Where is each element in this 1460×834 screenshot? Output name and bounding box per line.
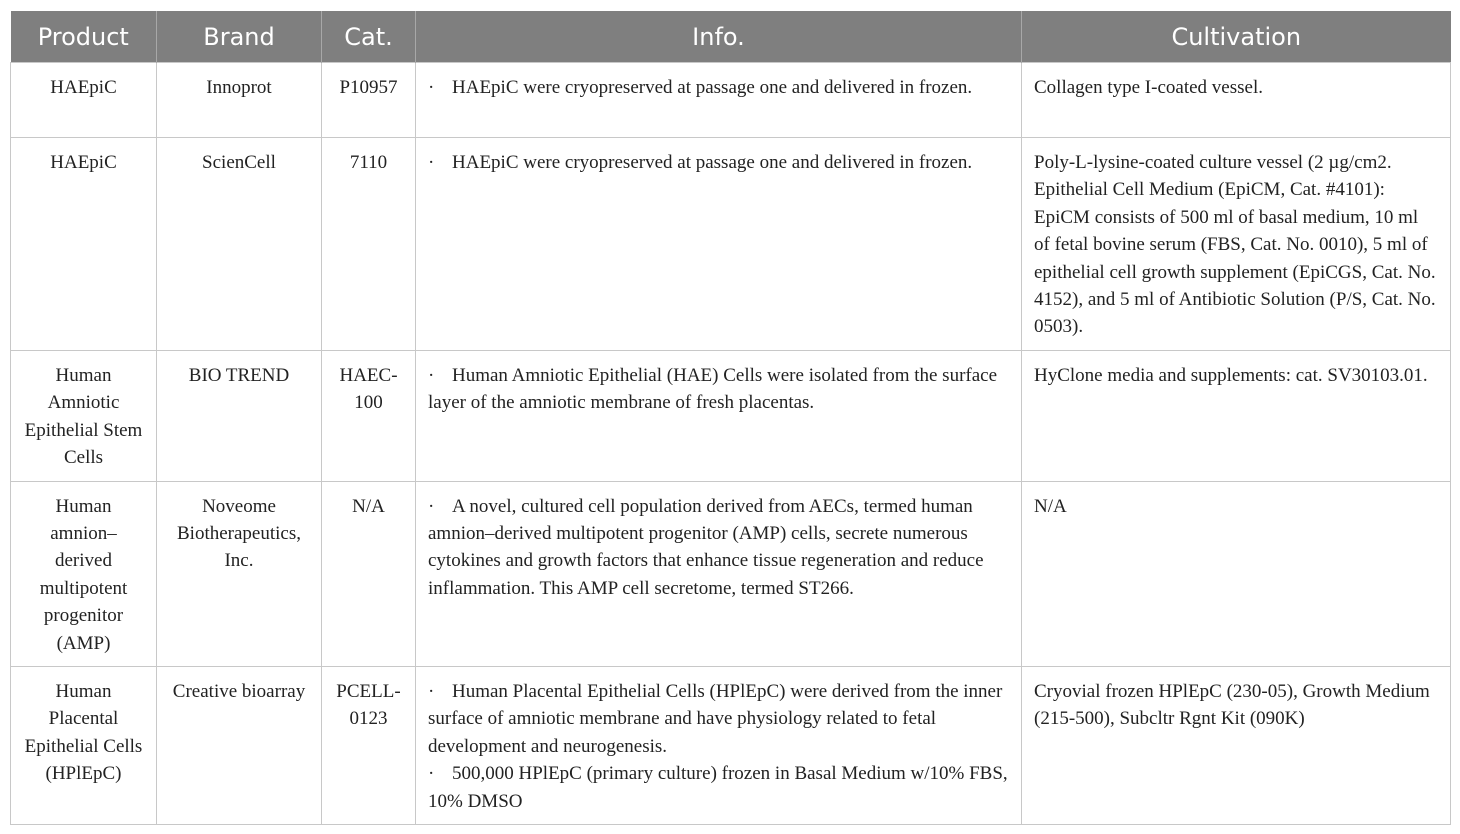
cell-brand: BIO TREND — [157, 351, 322, 482]
product-table — [10, 11, 1451, 825]
table-row — [11, 667, 1451, 825]
table-row — [11, 481, 1451, 666]
header-brand: Brand — [157, 11, 322, 63]
info-bullet — [428, 149, 1009, 176]
bullet-dot: · — [428, 365, 435, 386]
cell-info — [416, 667, 1022, 825]
cell-cultivation: Cryovial frozen HPlEpC (230-05), Growth Medium (215-500), Subcltr Rgnt Kit (090K) — [1022, 667, 1451, 825]
cell-info — [416, 138, 1022, 351]
info-text: Human Placental Epithelial Cells (HPlEpC) were derived from the inner surface of amniotic membrane and have physiology related to fetal development and neurogenesis. — [428, 681, 1003, 757]
info-bullet — [428, 493, 1009, 603]
info-bullet — [428, 74, 1009, 101]
cell-info — [416, 351, 1022, 482]
header-cultivation: Cultivation — [1022, 11, 1451, 63]
info-text: Human Amniotic Epithelial (HAE) Cells were isolated from the surface layer of the amniotic membrane of fresh placentas. — [428, 365, 998, 414]
cell-info — [416, 481, 1022, 666]
cell-cat: P10957 — [322, 63, 416, 138]
cell-product: Human Placental Epithelial Cells (HPlEpC) — [11, 667, 157, 825]
cell-product: HAEpiC — [11, 138, 157, 351]
cell-cultivation: Poly-L-lysine-coated culture vessel (2 µg/cm2. Epithelial Cell Medium (EpiCM, Cat. #4101): EpiCM consists of 500 ml of basal medium, 10 ml of fetal bovine serum (FBS, Cat. No. 0010), 5 ml of epithelial cell growth supplement (EpiCGS, Cat. No. 4152), and 5 ml of Antibiotic Solution (P/S, Cat. No. 0503). — [1022, 138, 1451, 351]
table-row — [11, 351, 1451, 482]
header-product: Product — [11, 11, 157, 63]
header-row — [11, 11, 1451, 63]
bullet-dot: · — [428, 77, 435, 98]
cell-cultivation: Collagen type I-coated vessel. — [1022, 63, 1451, 138]
bullet-dot: · — [428, 681, 435, 703]
cell-product: Human amnion–derived multipotent progenitor (AMP) — [11, 481, 157, 666]
cell-cat: PCELL-0123 — [322, 667, 416, 825]
info-text: HAEpiC were cryopreserved at passage one and delivered in frozen. — [452, 152, 973, 173]
info-text: HAEpiC were cryopreserved at passage one and delivered in frozen. — [452, 77, 973, 98]
table-row — [11, 63, 1451, 138]
cell-cultivation: N/A — [1022, 481, 1451, 666]
cell-brand: Noveome Biotherapeutics, Inc. — [157, 481, 322, 666]
info-bullet — [428, 678, 1009, 760]
info-text: A novel, cultured cell population derived from AECs, termed human amnion–derived multipotent progenitor (AMP) cells, secrete numerous cytokines and growth factors that enhance tissue regeneration and reduce inflammation. This AMP cell secretome, termed ST266. — [428, 495, 984, 599]
info-bullet — [428, 362, 1009, 417]
cell-product: Human Amniotic Epithelial Stem Cells — [11, 351, 157, 482]
bullet-dot: · — [428, 763, 435, 785]
header-cat: Cat. — [322, 11, 416, 63]
cell-info — [416, 63, 1022, 138]
cell-cat: N/A — [322, 481, 416, 666]
info-bullet — [428, 760, 1009, 815]
cell-brand: Innoprot — [157, 63, 322, 138]
cell-cultivation: HyClone media and supplements: cat. SV30103.01. — [1022, 351, 1451, 482]
cell-brand: ScienCell — [157, 138, 322, 351]
header-info: Info. — [416, 11, 1022, 63]
cell-product: HAEpiC — [11, 63, 157, 138]
info-text: 500,000 HPlEpC (primary culture) frozen in Basal Medium w/10% FBS, 10% DMSO — [428, 763, 1008, 812]
bullet-dot: · — [428, 152, 435, 173]
cell-cat: 7110 — [322, 138, 416, 351]
table-row — [11, 138, 1451, 351]
cell-cat: HAEC-100 — [322, 351, 416, 482]
cell-brand: Creative bioarray — [157, 667, 322, 825]
bullet-dot: · — [428, 495, 435, 517]
